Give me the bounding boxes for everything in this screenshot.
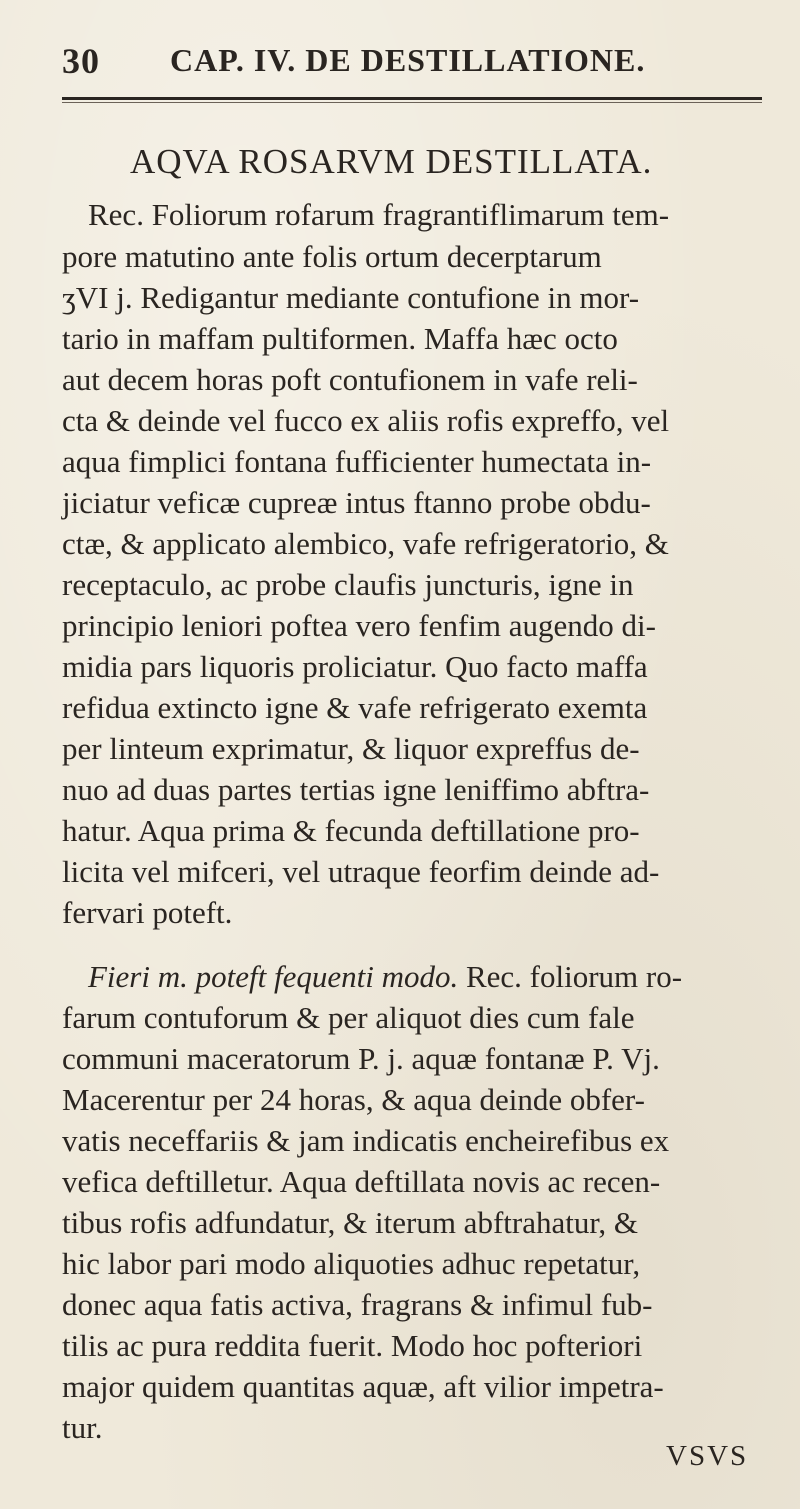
running-head — [62, 40, 762, 90]
text-line: tario in maffam pultiformen. Maffa hæc octo — [62, 321, 618, 356]
text-line: aqua fimplici fontana fufficienter humectata in- — [62, 444, 652, 479]
catchword: VSVS — [666, 1440, 749, 1472]
text-line: principio leniori poftea vero fenfim augendo di- — [62, 608, 656, 643]
text-line: hic labor pari modo aliquoties adhuc repetatur, — [62, 1246, 641, 1281]
page-number: 30 — [62, 41, 100, 81]
text-line: Rec. Foliorum rofarum fragrantiflimarum tem- — [88, 197, 670, 232]
text-line: fervari poteft. — [62, 895, 233, 930]
text-line: ctæ, & applicato alembico, vafe refrigeratorio, & — [62, 526, 669, 561]
text-line: ʒVI j. Redigantur mediante contufione in mor- — [62, 280, 640, 315]
section-title: AQVA ROSARVM DESTILLATA. — [130, 142, 653, 181]
text-line: nuo ad duas partes tertias igne leniffimo abftra- — [62, 772, 650, 807]
text-line: midia pars liquoris proliciatur. Quo facto maffa — [62, 649, 648, 684]
chapter-title: CAP. IV. DE DESTILLATIONE. — [170, 42, 646, 78]
text-line: major quidem quantitas aquæ, aft vilior impetra- — [62, 1369, 664, 1404]
text-line: tur. — [62, 1410, 103, 1445]
italic-lead: Fieri m. poteft fequenti modo. — [88, 959, 459, 994]
text-line: donec aqua fatis activa, fragrans & infimul fub- — [62, 1287, 653, 1322]
text-line: pore matutino ante folis ortum decerptarum — [62, 239, 602, 274]
text-line: licita vel mifceri, vel utraque feorfim deinde ad- — [62, 854, 660, 889]
text-line: receptaculo, ac probe claufis juncturis, igne in — [62, 567, 634, 602]
text-line: vatis neceffariis & jam indicatis encheirefibus ex — [62, 1123, 670, 1158]
text-line — [88, 958, 682, 996]
header-rule-thin — [62, 102, 762, 103]
text-line: per linteum exprimatur, & liquor expreffus de- — [62, 731, 640, 766]
text-line: refidua extincto igne & vafe refrigerato exemta — [62, 690, 648, 725]
text-line: jiciatur veficæ cupreæ intus ftanno probe obdu- — [62, 485, 651, 520]
text-line: hatur. Aqua prima & fecunda deftillatione pro- — [62, 813, 640, 848]
text-line: tibus rofis adfundatur, & iterum abftrahatur, & — [62, 1205, 639, 1240]
text-line: aut decem horas poft contufionem in vafe reli- — [62, 362, 638, 397]
text-line: vefica deftilletur. Aqua deftillata novis ac recen- — [62, 1164, 661, 1199]
text-line: communi maceratorum P. j. aquæ fontanæ P. Vj. — [62, 1041, 660, 1076]
text-line: cta & deinde vel fucco ex aliis rofis expreffo, vel — [62, 403, 670, 438]
text-line: farum contuforum & per aliquot dies cum fale — [62, 1000, 635, 1035]
text-line: tilis ac pura reddita fuerit. Modo hoc pofteriori — [62, 1328, 643, 1363]
header-rule — [62, 97, 762, 100]
first-line-rest: Rec. foliorum ro- — [458, 959, 683, 994]
text-line: Macerentur per 24 horas, & aqua deinde obfer- — [62, 1082, 645, 1117]
